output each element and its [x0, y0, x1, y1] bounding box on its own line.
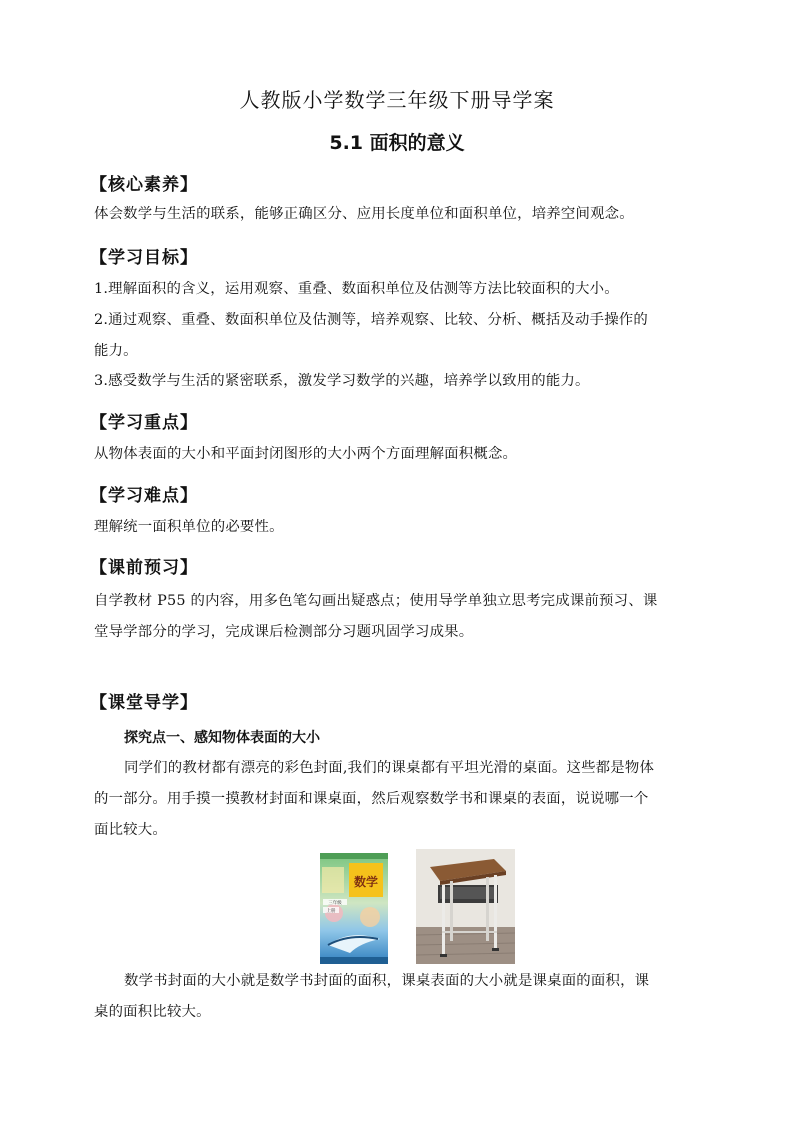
- goal-2-line-2: 能力。: [94, 343, 138, 359]
- explore-point-title: 探究点一、感知物体表面的大小: [124, 730, 320, 746]
- paragraph-2-line-1: 数学书封面的大小就是数学书封面的面积，课桌表面的大小就是课桌面的面积，课: [124, 973, 650, 989]
- math-textbook-image: [320, 853, 388, 964]
- heading-difficulties: 【学习难点】: [90, 486, 198, 506]
- svg-text:上册: 上册: [326, 909, 336, 914]
- preview-line-2: 堂导学部分的学习，完成课后检测部分习题巩固学习成果。: [94, 624, 474, 640]
- paragraph-2-line-2: 桌的面积比较大。: [94, 1004, 211, 1020]
- goal-2-line-1: 2.通过观察、重叠、数面积单位及估测等，培养观察、比较、分析、概括及动手操作的: [94, 312, 648, 328]
- heading-classroom-guide: 【课堂导学】: [90, 693, 198, 713]
- key-points-text: 从物体表面的大小和平面封闭图形的大小两个方面理解面积概念。: [94, 446, 518, 462]
- goal-1: 1.理解面积的含义，运用观察、重叠、数面积单位及估测等方法比较面积的大小。: [94, 281, 619, 297]
- heading-key-points: 【学习重点】: [90, 413, 198, 433]
- document-title: 人教版小学数学三年级下册导学案: [239, 88, 555, 112]
- desk-image: [416, 849, 515, 964]
- heading-learning-goals: 【学习目标】: [90, 248, 198, 268]
- core-literacy-text: 体会数学与生活的联系，能够正确区分、应用长度单位和面积单位，培养空间观念。: [94, 206, 634, 222]
- difficulties-text: 理解统一面积单位的必要性。: [94, 519, 284, 535]
- lesson-title: 5.1 面积的意义: [329, 132, 465, 154]
- paragraph-1-line-1: 同学们的教材都有漂亮的彩色封面,我们的课桌都有平坦光滑的桌面。这些都是物体: [124, 760, 655, 776]
- svg-text:数学: 数学: [353, 875, 379, 889]
- paragraph-1-line-3: 面比较大。: [94, 822, 167, 838]
- preview-line-1: 自学教材 P55 的内容，用多色笔勾画出疑惑点；使用导学单独立思考完成课前预习、课: [94, 593, 658, 609]
- heading-core-literacy: 【核心素养】: [90, 175, 198, 195]
- goal-3: 3.感受数学与生活的紧密联系，激发学习数学的兴趣，培养学以致用的能力。: [94, 373, 590, 389]
- paragraph-1-line-2: 的一部分。用手摸一摸教材封面和课桌面，然后观察数学书和课桌的表面，说说哪一个: [94, 791, 649, 807]
- svg-text:三年级: 三年级: [328, 901, 342, 906]
- heading-preview: 【课前预习】: [90, 558, 198, 578]
